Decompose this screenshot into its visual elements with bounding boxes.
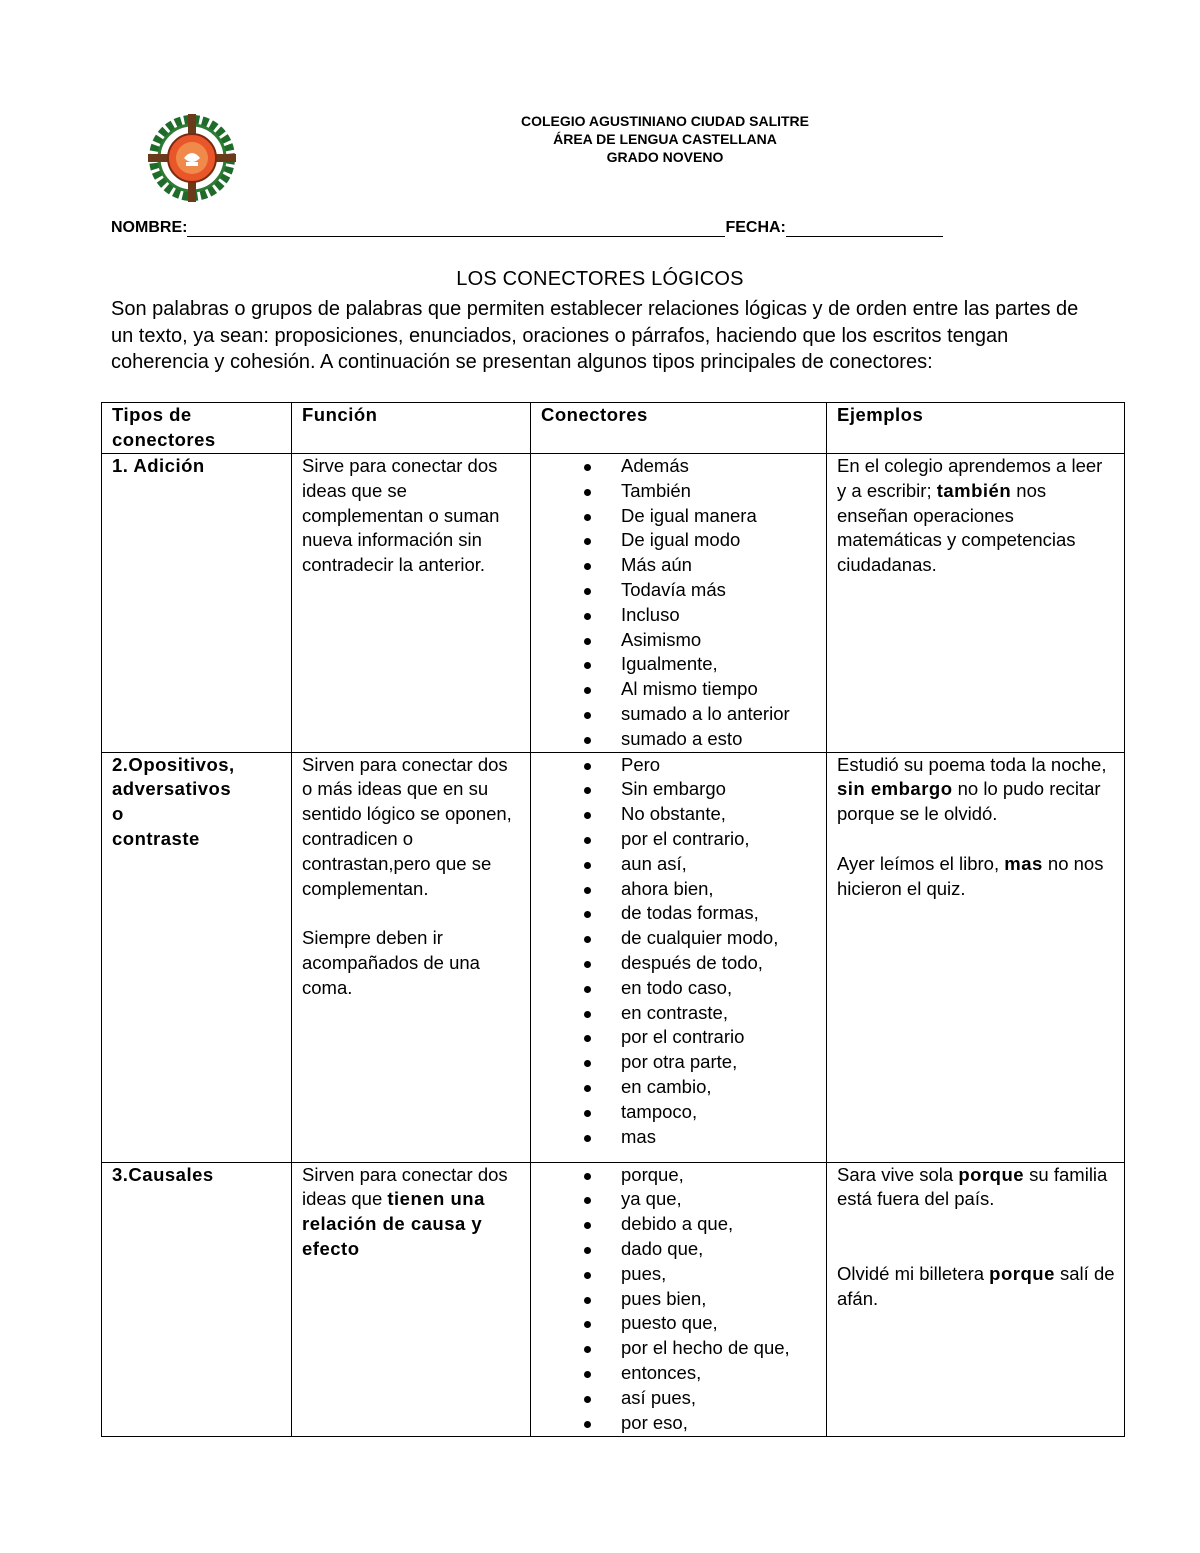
cell-connectors: [531, 1162, 827, 1436]
date-label: FECHA:: [725, 219, 786, 236]
table-row: [102, 1162, 1125, 1436]
example-1: [837, 454, 1116, 578]
cell-function: [292, 454, 531, 753]
list-item: debido a que,: [576, 1212, 818, 1237]
header-function: Función: [292, 403, 531, 454]
table-row: [102, 752, 1125, 1162]
list-item: puesto que,: [576, 1311, 818, 1336]
list-item: después de todo,: [576, 951, 818, 976]
function-highlight: tienen una relación de causa y efecto: [302, 1188, 485, 1259]
cell-function: [292, 1162, 531, 1436]
type-line: adversativos: [112, 778, 232, 800]
example-connector: sin embargo: [837, 778, 953, 800]
example-connector: porque: [989, 1262, 1055, 1284]
list-item: tampoco,: [576, 1100, 818, 1125]
function-note: Siempre deben ir acompañados de una coma.: [302, 927, 480, 998]
example-text: no lo pudo recitar porque se le olvidó.: [837, 778, 1101, 825]
cell-connectors: [531, 454, 827, 753]
list-item: Sin embargo: [576, 777, 818, 802]
list-item: Al mismo tiempo: [576, 677, 818, 702]
area-name: ÁREA DE LENGUA CASTELLANA: [553, 131, 777, 147]
intro-paragraph: Son palabras o grupos de palabras que permiten establecer relaciones lógicas y de orden entre las partes de un texto, ya sean: proposiciones, enunciados, oraciones o párrafos, haciendo que los escritos tengan coherencia y cohesión. A continuación se presentan algunos tipos principales de conectores:: [111, 298, 1079, 373]
list-item: De igual manera: [576, 504, 818, 529]
list-item: así pues,: [576, 1386, 818, 1411]
function-text: [302, 753, 522, 902]
cell-type: [102, 1162, 292, 1436]
cell-examples: [827, 1162, 1125, 1436]
function-fragment: Sirve para conectar dos ideas que se complementan o suman nueva información sin contradecir la anterior.: [302, 455, 500, 576]
list-item: en cambio,: [576, 1075, 818, 1100]
list-item: No obstante,: [576, 802, 818, 827]
function-fragment: Sirven para conectar dos o más ideas que en su sentido lógico se oponen, contradicen o contrastan,pero que se complementan.: [302, 753, 512, 899]
list-item: pues,: [576, 1262, 818, 1287]
example-connector: también: [936, 479, 1012, 501]
example-text: Olvidé mi billetera: [837, 1262, 990, 1284]
date-field[interactable]: [786, 221, 943, 237]
type-line: 1. Adición: [112, 455, 205, 476]
list-item: Todavía más: [576, 578, 818, 603]
type-line: o: [112, 803, 124, 825]
cell-examples: [827, 454, 1125, 753]
cell-examples: [827, 752, 1125, 1162]
list-item: También: [576, 479, 818, 504]
type-line: 2.Opositivos,: [112, 753, 235, 775]
grade-name: GRADO NOVENO: [606, 149, 724, 165]
example-text: Ayer leímos el libro,: [837, 852, 1005, 874]
table-header-row: [102, 403, 1125, 454]
list-item: pues bien,: [576, 1287, 818, 1312]
list-item: ahora bien,: [576, 877, 818, 902]
spacer: [837, 1237, 1116, 1262]
function-text: [302, 454, 522, 578]
list-item: ya que,: [576, 1187, 818, 1212]
list-item: Más aún: [576, 553, 818, 578]
example-text: nos enseñan operaciones matemáticas y competencias ciudadanas.: [837, 479, 1076, 576]
spacer: [837, 1212, 1116, 1237]
school-name: COLEGIO AGUSTINIANO CIUDAD SALITRE: [520, 113, 810, 129]
type-line: 3.Causales: [112, 1163, 214, 1185]
example-text: salí de afán.: [837, 1262, 1115, 1309]
list-item: Pero: [576, 753, 818, 778]
example-text: En el colegio aprendemos a leer y a escribir;: [837, 455, 1103, 501]
header-connectors: Conectores: [531, 403, 827, 454]
list-item: por el contrario: [576, 1025, 818, 1050]
list-item: por eso,: [576, 1411, 818, 1436]
list-item: aun así,: [576, 852, 818, 877]
name-label: NOMBRE:: [111, 219, 188, 236]
example-text: no nos hicieron el quiz.: [837, 852, 1104, 899]
list-item: mas: [576, 1125, 818, 1150]
example-2: [837, 1262, 1116, 1312]
cell-type: [102, 752, 292, 1162]
connector-list: [541, 753, 818, 1150]
example-connector: mas: [1004, 852, 1043, 874]
list-item: en todo caso,: [576, 976, 818, 1001]
list-item: Igualmente,: [576, 652, 818, 677]
example-2: [837, 852, 1116, 902]
document-header: [420, 112, 910, 166]
connector-list: [541, 1163, 818, 1436]
list-item: Incluso: [576, 603, 818, 628]
connector-list: [541, 454, 818, 752]
list-item: por el contrario,: [576, 827, 818, 852]
name-date-line: [111, 219, 943, 237]
cell-connectors: [531, 752, 827, 1162]
header-examples: Ejemplos: [827, 403, 1125, 454]
list-item: porque,: [576, 1163, 818, 1188]
example-1: [837, 1163, 1116, 1213]
list-item: Además: [576, 454, 818, 479]
name-field[interactable]: [187, 221, 725, 237]
example-text: Estudió su poema toda la noche,: [837, 753, 1107, 775]
list-item: de cualquier modo,: [576, 926, 818, 951]
list-item: por el hecho de que,: [576, 1336, 818, 1361]
example-text: Sara vive sola: [837, 1163, 959, 1185]
list-item: en contraste,: [576, 1001, 818, 1026]
example-text: su familia está fuera del país.: [837, 1163, 1108, 1210]
list-item: sumado a esto: [576, 727, 818, 752]
table-row: [102, 454, 1125, 753]
list-item: por otra parte,: [576, 1050, 818, 1075]
list-item: de todas formas,: [576, 901, 818, 926]
school-logo: [146, 112, 238, 204]
list-item: dado que,: [576, 1237, 818, 1262]
type-line: contraste: [112, 827, 200, 849]
list-item: entonces,: [576, 1361, 818, 1386]
header-types: Tipos de conectores: [102, 403, 292, 454]
function-text: [302, 1163, 522, 1262]
function-fragment: Sirven para conectar dos ideas que: [302, 1163, 508, 1210]
list-item: Asimismo: [576, 628, 818, 653]
connectors-table: [101, 402, 1125, 1437]
spacer: [837, 827, 1116, 852]
example-connector: porque: [958, 1163, 1025, 1185]
cell-function: [292, 752, 531, 1162]
list-item: sumado a lo anterior: [576, 702, 818, 727]
example-1: [837, 753, 1116, 827]
cell-type: [102, 454, 292, 753]
list-item: De igual modo: [576, 528, 818, 553]
page-title: LOS CONECTORES LÓGICOS: [456, 268, 744, 290]
spacer: [302, 901, 522, 926]
